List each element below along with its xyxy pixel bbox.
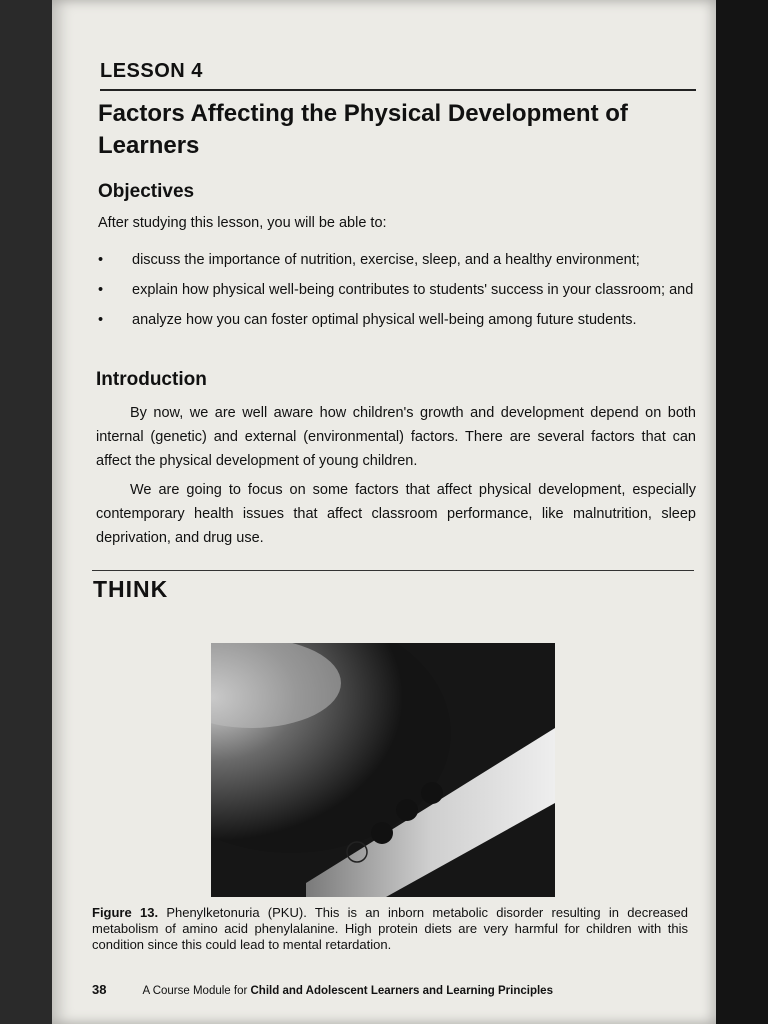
introduction-heading: Introduction (96, 369, 207, 390)
lesson-rule (100, 89, 696, 91)
objective-text: explain how physical well-being contributes to students' success in your classroom; and (132, 282, 694, 298)
lesson-label: LESSON 4 (100, 60, 203, 82)
objectives-heading: Objectives (98, 181, 195, 202)
list-item (98, 309, 698, 331)
objectives-list (98, 249, 698, 339)
figure-label: Figure 13. (92, 905, 159, 920)
introduction-paragraph: By now, we are well aware how children's growth and development depend on both internal (genetic) and external (environmental) factors. There are several factors that can affect the physical development of young children. (96, 405, 696, 469)
list-item (98, 279, 698, 301)
think-heading: THINK (93, 576, 169, 602)
bullet-icon: • (98, 312, 104, 328)
list-item (98, 249, 698, 271)
page-number: 38 (92, 982, 107, 997)
figure-caption-text: Phenylketonuria (PKU). This is an inborn metabolic disorder resulting in decreased metabolism of amino acid phenylalanine. High protein diets are very harmful for children with this condition since this could lead to mental retardation. (92, 905, 688, 952)
think-rule (92, 570, 694, 571)
introduction-paragraph: We are going to focus on some factors that affect physical development, especially contemporary health issues that affect classroom performance, like malnutrition, sleep deprivation, and drug use. (96, 482, 696, 546)
footer-prefix: A Course Module for (142, 985, 251, 997)
book-left-edge (0, 0, 52, 1024)
figure-caption (92, 905, 688, 953)
bullet-icon: • (98, 282, 104, 298)
objective-text: analyze how you can foster optimal physical well-being among future students. (132, 312, 637, 328)
objective-text: discuss the importance of nutrition, exercise, sleep, and a healthy environment; (132, 252, 640, 268)
page-footer (92, 982, 692, 997)
figure-photo (211, 643, 555, 897)
objectives-lead: After studying this lesson, you will be able to: (98, 215, 387, 231)
page-title: Factors Affecting the Physical Development of Learners (98, 100, 628, 159)
bullet-icon: • (98, 252, 104, 268)
book-right-edge (716, 0, 768, 1024)
heel-prick-test-photo (211, 643, 555, 897)
course-title: Child and Adolescent Learners and Learning Principles (250, 985, 553, 997)
